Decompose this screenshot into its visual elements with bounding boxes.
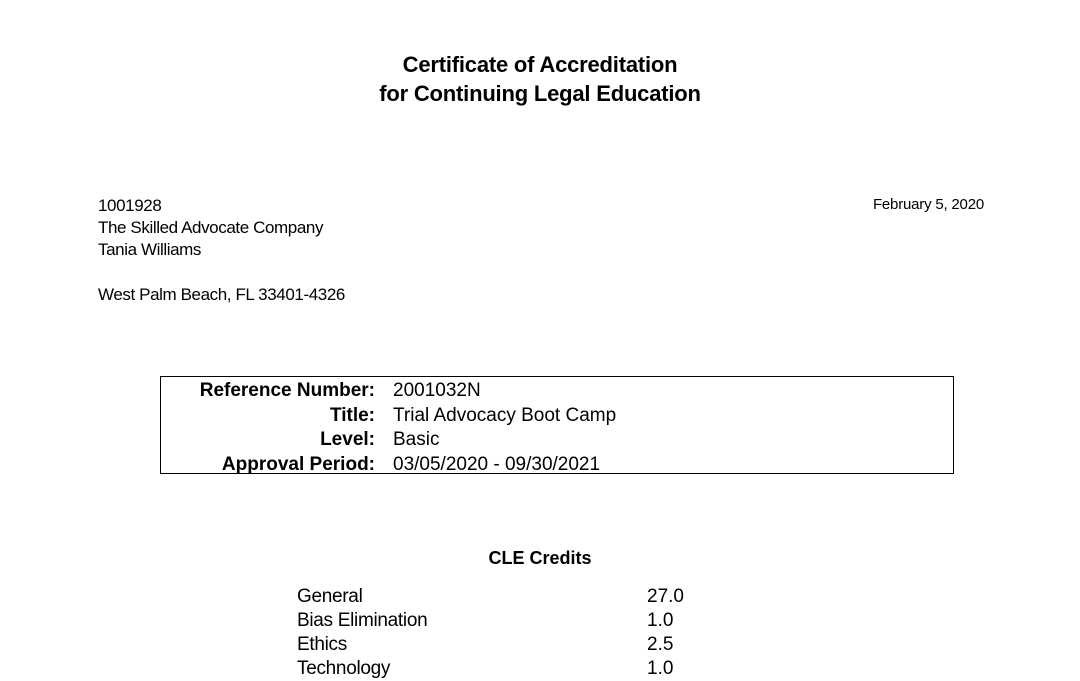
address-spacer (98, 261, 345, 284)
recipient-contact: Tania Williams (98, 240, 202, 259)
credit-value: 1.0 (647, 610, 674, 631)
credit-value: 1.0 (647, 658, 674, 679)
reference-box (160, 376, 954, 474)
credit-name: Bias Elimination (297, 610, 428, 631)
certificate-title (0, 50, 1080, 108)
reference-row (175, 428, 616, 453)
reference-number-label: Reference Number: (199, 380, 375, 401)
course-title-value: Trial Advocacy Boot Camp (393, 404, 617, 426)
reference-row (175, 379, 616, 404)
level-value: Basic (393, 429, 440, 450)
credit-row (297, 657, 707, 681)
course-title-label: Title: (329, 404, 375, 426)
approval-period-label: Approval Period: (221, 453, 375, 475)
credit-row (297, 633, 707, 657)
recipient-id: 1001928 (98, 196, 162, 215)
approval-period-value: 03/05/2020 - 09/30/2021 (393, 453, 601, 475)
title-line-1: Certificate of Accreditation (402, 52, 678, 77)
credit-value: 2.5 (647, 634, 674, 655)
recipient-company: The Skilled Advocate Company (98, 218, 324, 237)
recipient-address (98, 195, 345, 306)
credit-row (297, 609, 707, 633)
reference-row (175, 404, 616, 429)
recipient-city: West Palm Beach, FL 33401-4326 (98, 285, 345, 304)
title-line-2: for Continuing Legal Education (379, 81, 701, 106)
credit-row (297, 585, 707, 609)
credit-name: General (297, 586, 363, 607)
reference-number-value: 2001032N (393, 380, 481, 401)
credits-heading: CLE Credits (488, 548, 592, 568)
credit-value: 27.0 (647, 586, 684, 607)
credit-name: Ethics (297, 634, 347, 655)
credits-table (297, 585, 707, 681)
reference-table (175, 379, 616, 477)
level-label: Level: (320, 429, 375, 450)
credit-name: Technology (297, 658, 391, 679)
issue-date: February 5, 2020 (872, 196, 984, 213)
reference-row (175, 453, 616, 478)
